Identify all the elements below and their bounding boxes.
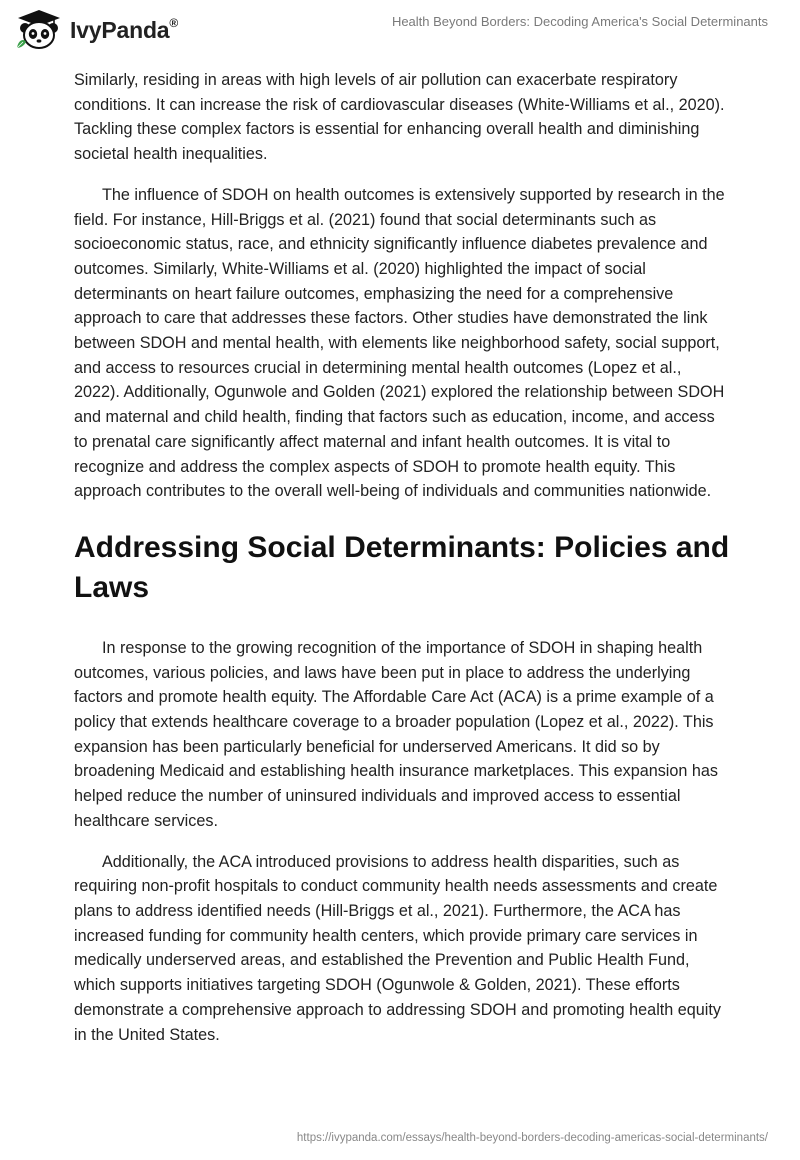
section-heading: Addressing Social Determinants: Policies and Laws [74, 530, 730, 604]
registered-mark: ® [169, 15, 179, 30]
panda-graduate-icon [14, 8, 64, 52]
ivypanda-logo[interactable] [14, 8, 178, 52]
essay-content [74, 68, 730, 1063]
paragraph-1: Similarly, residing in areas with high levels of air pollution can exacerbate respiratory conditions. It can increase the risk of cardiovascular diseases (White-Williams et al., 2020). Tackling these complex factors is essential for enhancing overall health and diminishing societal health inequalities. [74, 71, 725, 164]
source-url[interactable]: https://ivypanda.com/essays/health-beyond-borders-decoding-americas-social-determinants/ [296, 1132, 768, 1144]
paragraph-3: In response to the growing recognition of the importance of SDOH in shaping health outcomes, various policies, and laws have been put in place to address the underlying factors and promote health equity. The Affordable Care Act (ACA) is a prime example of a policy that extends healthcare coverage to a broader population (Lopez et al., 2022). This expansion has been particularly beneficial for underserved Americans. It did so by broadening Medicaid and establishing health insurance marketplaces. This expansion has helped reduce the number of uninsured individuals and improved access to essential healthcare services. [74, 638, 719, 830]
page-header [0, 0, 800, 60]
paragraph-4: Additionally, the ACA introduced provisions to address health disparities, such as requiring non-profit hospitals to conduct community health needs assessments and create plans to address identified needs (Hill-Briggs et al., 2021). Furthermore, the ACA has increased funding for community health centers, which provide primary care services in medically underserved areas, and established the Prevention and Public Health Fund, which supports initiatives targeting SDOH (Ogunwole & Golden, 2021). These efforts demonstrate a comprehensive approach to addressing SDOH and promoting health equity in the United States. [74, 852, 721, 1044]
document-title: Health Beyond Borders: Decoding America's Social Determinants [391, 14, 768, 29]
brand-name: IvyPanda® [70, 15, 179, 43]
paragraph-2: The influence of SDOH on health outcomes is extensively supported by research in the field. For instance, Hill-Briggs et al. (2021) found that social determinants such as socioeconomic status, race, and ethnicity significantly influence diabetes prevalence and outcomes. Similarly, White-Williams et al. (2020) highlighted the impact of social determinants on heart failure outcomes, emphasizing the need for a comprehensive approach to care that addresses these factors. Other studies have demonstrated the link between SDOH and mental health, with elements like neighborhood safety, social support, and access to resources crucial in determining mental health outcomes (Lopez et al., 2022). Additionally, Ogunwole and Golden (2021) explored the relationship between SDOH and maternal and child health, finding that factors such as education, income, and access to prenatal care significantly affect maternal and infant health outcomes. It is vital to recognize and address the complex aspects of SDOH to promote health equity. This approach contributes to the overall well-being of individuals and communities nationwide. [74, 185, 725, 501]
